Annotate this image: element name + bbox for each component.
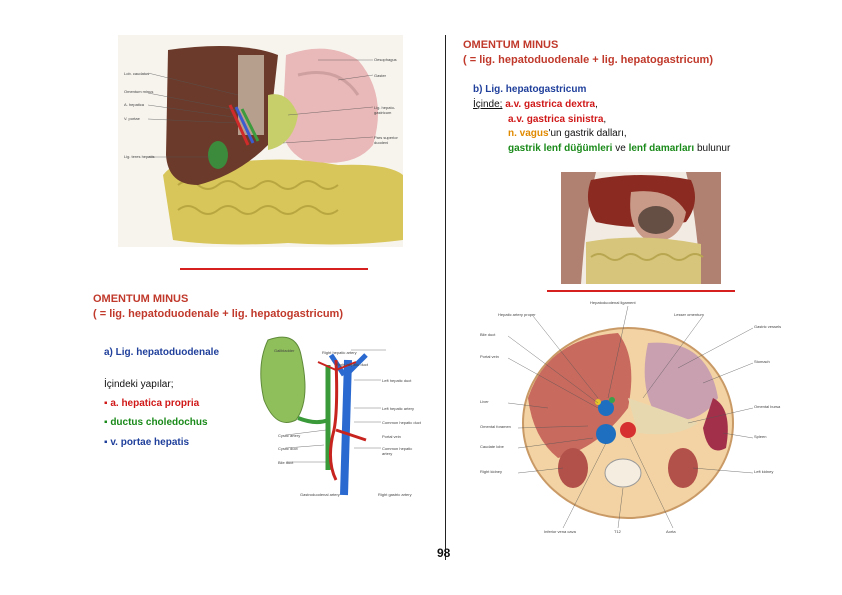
fig3-label: Gastroduodenal artery <box>300 492 340 497</box>
item-text: ductus choledochus <box>110 417 208 428</box>
list-item: ▪ ductus choledochus <box>104 417 208 428</box>
fig3-label: Left hepatic duct <box>382 378 412 383</box>
item-text: lenf damarları <box>628 142 695 154</box>
page-number: 98 <box>437 546 451 560</box>
fig3-label: Cystic duct <box>278 446 298 451</box>
fig3-label: Right hepatic duct <box>336 362 369 367</box>
list-item <box>473 113 730 128</box>
item-text: a.v. gastrica dextra <box>505 99 596 110</box>
item-suffix: 'un gastrik dalları, <box>548 128 627 139</box>
transverse-section-figure <box>478 298 790 538</box>
fig4-label: Spleen <box>754 434 767 439</box>
hepatogastricum-list <box>473 98 730 156</box>
fig3-label: Portal vein <box>382 434 401 439</box>
list-item <box>473 98 730 113</box>
top-title-line1: OMENTUM MINUS <box>463 39 559 51</box>
fig1-label: Lig. hepato-gastricum <box>374 105 396 115</box>
fig4-label: Omental bursa <box>754 404 781 409</box>
fig3-label: Left hepatic artery <box>382 406 415 411</box>
hepatoduodenal-ducts-figure <box>256 330 421 500</box>
fig4-label: Hepatic artery proper <box>498 312 536 317</box>
hepatoduodenale-list <box>104 378 208 450</box>
fig4-label: Omental foramen <box>480 424 511 429</box>
fig4-label: Right kidney <box>480 469 503 474</box>
fig3-label: Right gastric artery <box>378 492 412 497</box>
item-suffix: , <box>603 113 607 125</box>
liver-stomach-figure <box>118 35 403 247</box>
item-text: a. hepatica propria <box>110 397 200 409</box>
fig1-label: V. portae <box>124 116 140 121</box>
fig3-label: Gallbladder <box>274 348 295 353</box>
fig4-label: Portal vein <box>480 354 499 359</box>
fig4-label: T12 <box>614 529 621 534</box>
fig3-label: Common hepatic artery <box>382 446 413 456</box>
list-item <box>473 142 730 157</box>
list-item <box>473 127 730 142</box>
fig4-label: Stomach <box>754 359 770 364</box>
item-mid: ve <box>612 142 629 154</box>
hepatogastricum-heading: b) Lig. hepatogastricum <box>473 84 587 95</box>
hepatoduodenale-heading: a) Lig. hepatoduodenale <box>104 347 220 358</box>
fig4-label: Aorta <box>666 529 676 534</box>
item-suffix: bulunur <box>694 142 731 154</box>
intro-text: İçinde; <box>473 99 503 110</box>
fig1-label: Omentum minus <box>124 89 154 94</box>
fig4-label: Bile duct <box>480 332 496 337</box>
intro-text: İçindeki yapılar; <box>104 379 174 390</box>
transverse-section-illustration <box>478 298 790 538</box>
vertical-divider <box>445 35 446 560</box>
item-text: n. vagus <box>508 128 549 139</box>
fig4-label: Liver <box>480 399 489 404</box>
fig3-label: Bile duct <box>278 460 294 465</box>
item-suffix: , <box>595 99 598 110</box>
item-text: v. portae hepatis <box>110 436 190 448</box>
fig4-label: Hepatoduodenal ligament <box>590 300 636 305</box>
fig1-label: Oesophagus <box>374 57 397 62</box>
fig4-label: Left kidney <box>754 469 774 474</box>
top-title-line2: ( = lig. hepatoduodenale + lig. hepatogastricum) <box>463 54 713 66</box>
red-divider-right <box>547 290 735 292</box>
hepatoduodenal-ducts-illustration <box>256 330 421 500</box>
fig4-label: Lesser omentum <box>674 312 704 317</box>
fig4-label: Caudate lobe <box>480 444 504 449</box>
fig4-label: Inferior vena cava <box>544 529 576 534</box>
fig1-label: A. hepatica <box>124 102 145 107</box>
fig1-label: Gaster <box>374 73 387 78</box>
item-text: gastrik lenf düğümleri <box>508 142 613 154</box>
list-item: ▪ a. hepatica propria <box>104 397 200 409</box>
fig1-label: Pars superior duodeni <box>374 135 398 145</box>
fig4-label: Gastric vessels <box>754 324 782 329</box>
fig3-label: Cystic artery <box>278 433 301 438</box>
left-title-line2: ( = lig. hepatoduodenale + lig. hepatogastricum) <box>93 308 343 320</box>
abdomen-cavity-illustration <box>561 172 721 284</box>
left-title-line1: OMENTUM MINUS <box>93 293 189 305</box>
liver-stomach-illustration <box>118 35 403 247</box>
list-item: ▪ v. portae hepatis <box>104 436 190 448</box>
fig3-label: Common hepatic duct <box>382 420 421 425</box>
fig1-label: Lig. teres hepatis <box>124 154 155 159</box>
fig3-label: Right hepatic artery <box>322 350 357 355</box>
item-text: a.v. gastrica sinistra <box>508 113 604 125</box>
abdomen-cavity-figure <box>561 172 721 284</box>
fig1-label: Lob. caudatus <box>124 71 150 76</box>
red-divider-left <box>180 268 368 270</box>
